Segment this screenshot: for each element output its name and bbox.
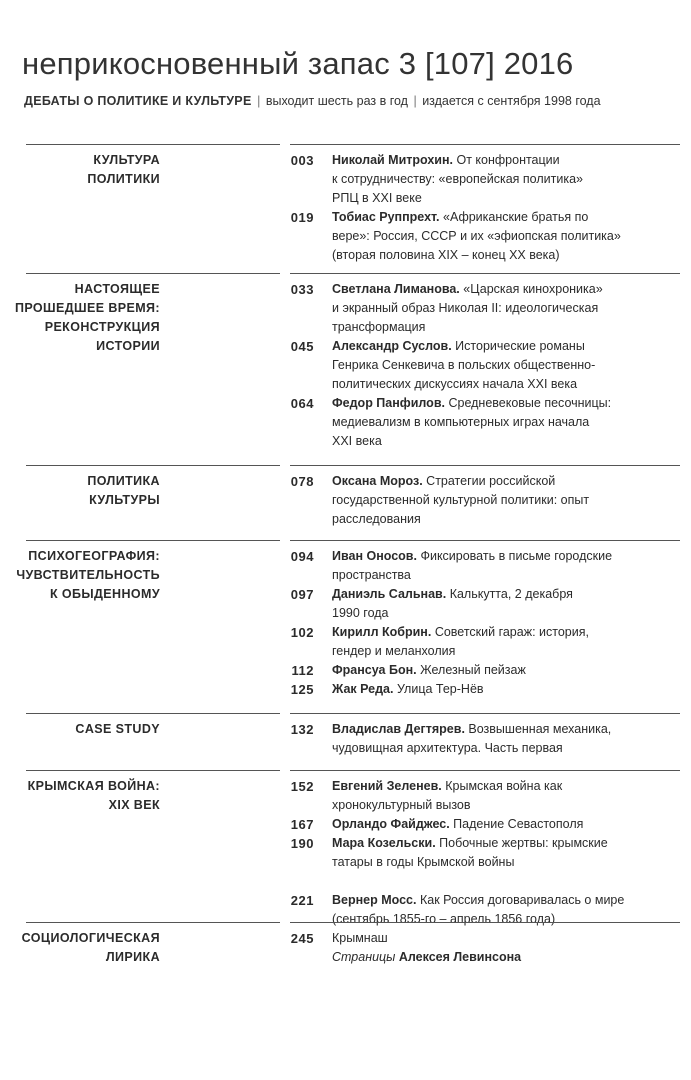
section-title-line: РЕКОНСТРУКЦИЯ [44, 320, 160, 334]
subtitle-tagline: ДЕБАТЫ О ПОЛИТИКЕ И КУЛЬТУРЕ [24, 94, 252, 108]
page-number: 003 [290, 153, 314, 168]
entry-line [332, 151, 632, 170]
entry-line [332, 948, 632, 967]
entry-title-text: Побочные жертвы: крымские [439, 836, 608, 850]
entry-author: Иван Оносов. [332, 549, 417, 563]
page-number: 097 [290, 587, 314, 602]
section-title-line: КУЛЬТУРЫ [89, 493, 160, 507]
entry-text [332, 585, 632, 623]
entry-line [332, 796, 632, 815]
entry-title-text: медиевализм в компьютерных играх начала [332, 415, 590, 429]
entry-text [332, 777, 632, 815]
entry-line [332, 246, 632, 265]
entry-title-text: трансформация [332, 320, 426, 334]
entry-text [332, 891, 632, 929]
page-number: 167 [290, 817, 314, 832]
entry-line [332, 777, 632, 796]
section-rule-left [26, 713, 280, 714]
page-number: 045 [290, 339, 314, 354]
entry-author: Оксана Мороз. [332, 474, 423, 488]
entry-author: Николай Митрохин. [332, 153, 454, 167]
section-title-line: ПОЛИТИКИ [87, 172, 160, 186]
entry-title-text: Средневековые песочницы: [448, 396, 612, 410]
section-title-line: ПСИХОГЕОГРАФИЯ: [28, 549, 160, 563]
page-number: 033 [290, 282, 314, 297]
entry-line [332, 472, 632, 491]
entry-title-text: Калькутта, 2 декабря [449, 587, 573, 601]
entry-author: Даниэль Сальнав. [332, 587, 447, 601]
page-number: 152 [290, 779, 314, 794]
entry-line [332, 661, 632, 680]
entry-author: Александр Суслов. [332, 339, 452, 353]
entry-title-text: РПЦ в XXI веке [332, 191, 422, 205]
entry-title-text: Как Россия договаривалась о мире [419, 893, 625, 907]
entry-title-text: политических дискуссиях начала XXI века [332, 377, 578, 391]
entry-line [332, 585, 632, 604]
entry-title-text: Улица Тер-Нёв [396, 682, 484, 696]
entry-line [332, 834, 632, 853]
entry-title-text: (сентябрь 1855-го – апрель 1856 года) [332, 912, 556, 926]
entry-title-text: чудовищная архитектура. Часть первая [332, 741, 563, 755]
entry-line [332, 170, 632, 189]
section-title-line: КУЛЬТУРА [93, 153, 160, 167]
entry-title-text: Фиксировать в письме городские [420, 549, 613, 563]
entry-text [332, 280, 632, 337]
section-title-line: СОЦИОЛОГИЧЕСКАЯ [21, 931, 160, 945]
entry-author: Мара Козельски. [332, 836, 436, 850]
section-title [0, 280, 160, 356]
entry-author: Вернер Мосс. [332, 893, 417, 907]
entry-title-text: Падение Севастополя [453, 817, 584, 831]
subtitle-separator: | [257, 94, 261, 108]
subtitle-since: издается с сентября 1998 года [422, 94, 601, 108]
entry-title-text: Крымская война как [445, 779, 563, 793]
entry-title-text: «Африканские братья по [443, 210, 589, 224]
entry-line [332, 547, 632, 566]
entry-line [332, 566, 632, 585]
entry-author: Франсуа Бон. [332, 663, 417, 677]
entry-title-text: Крымнаш [332, 931, 388, 945]
entry-line [332, 815, 632, 834]
entry-text [332, 472, 632, 529]
journal-subtitle [24, 94, 601, 108]
entry-line [332, 929, 632, 948]
page-number: 078 [290, 474, 314, 489]
entry-text [332, 680, 632, 699]
section-title [0, 720, 160, 739]
entry-author: Светлана Лиманова. [332, 282, 460, 296]
entry-title-text: 1990 года [332, 606, 389, 620]
page-number: 112 [291, 663, 314, 678]
section-title-line: ПРОШЕДШЕЕ ВРЕМЯ: [14, 301, 160, 315]
section-title-line: К ОБЫДЕННОМУ [49, 587, 160, 601]
entry-author: Евгений Зеленев. [332, 779, 442, 793]
section-rule-left [26, 465, 280, 466]
entry-line [332, 680, 632, 699]
section-rule-right [290, 922, 680, 923]
entry-line [332, 208, 632, 227]
entry-author: Кирилл Кобрин. [332, 625, 432, 639]
section-title-line: ЛИРИКА [105, 950, 160, 964]
page-number: 064 [290, 396, 314, 411]
entry-line [332, 853, 632, 872]
entry-title-text: вере»: Россия, СССР и их «эфиопская политика» [332, 229, 621, 243]
section-rule-left [26, 540, 280, 541]
entry-line [332, 299, 632, 318]
section-rule-left [26, 273, 280, 274]
section-title [0, 472, 160, 510]
section-rule-right [290, 144, 680, 145]
entry-author: Владислав Дегтярев. [332, 722, 465, 736]
section-rule-left [26, 770, 280, 771]
entry-line [332, 891, 632, 910]
entry-text [332, 929, 632, 967]
entry-line [332, 491, 632, 510]
section-rule-right [290, 713, 680, 714]
page-number: 019 [290, 210, 314, 225]
entry-line [332, 337, 632, 356]
section-title [0, 151, 160, 189]
entry-line [332, 720, 632, 739]
section-title [0, 547, 160, 604]
page-number: 102 [290, 625, 314, 640]
entry-line [332, 280, 632, 299]
entry-line [332, 623, 632, 642]
entry-text [332, 661, 632, 680]
entry-line [332, 642, 632, 661]
section-rule-right [290, 540, 680, 541]
entry-author: Алексея Левинсона [398, 950, 522, 964]
section-title-line: XIX ВЕК [108, 798, 160, 812]
entry-text [332, 623, 632, 661]
page-number: 132 [290, 722, 314, 737]
entry-text [332, 815, 632, 834]
entry-text [332, 337, 632, 394]
entry-title-text: хронокультурный вызов [332, 798, 471, 812]
entry-title-text: гендер и меланхолия [332, 644, 456, 658]
page-number: 125 [290, 682, 314, 697]
section-title-line: ПОЛИТИКА [87, 474, 160, 488]
section-title-line: КРЫМСКАЯ ВОЙНА: [27, 779, 160, 793]
journal-title: неприкосновенный запас 3 [107] 2016 [22, 46, 574, 81]
page-number: 190 [290, 836, 314, 851]
section-title-line: ЧУВСТВИТЕЛЬНОСТЬ [16, 568, 160, 582]
subtitle-frequency: выходит шесть раз в год [265, 94, 408, 108]
entry-title-text: «Царская кинохроника» [463, 282, 603, 296]
entry-text [332, 720, 632, 758]
page-number: 094 [290, 549, 314, 564]
section-title [0, 777, 160, 815]
entry-line [332, 413, 632, 432]
entry-title-text: XXI века [332, 434, 382, 448]
section-title-line: CASE STUDY [75, 722, 160, 736]
section-rule-left [26, 144, 280, 145]
section-rule-right [290, 770, 680, 771]
entry-title-text: Стратегии российской [426, 474, 556, 488]
entry-text [332, 151, 632, 208]
entry-title-text: Возвышенная механика, [468, 722, 612, 736]
entry-text [332, 208, 632, 265]
entry-line [332, 356, 632, 375]
entry-text [332, 394, 632, 451]
entry-line [332, 189, 632, 208]
page-number: 245 [290, 931, 314, 946]
entry-line [332, 910, 632, 929]
entry-line [332, 604, 632, 623]
section-title-line: ИСТОРИИ [96, 339, 160, 353]
entry-title-text: От конфронтации [456, 153, 560, 167]
entry-line [332, 510, 632, 529]
section-title [0, 929, 160, 967]
entry-line [332, 394, 632, 413]
entry-italic-text: Страницы [332, 950, 396, 964]
page-number: 221 [290, 893, 314, 908]
entry-title-text: (вторая половина XIX – конец XX века) [332, 248, 560, 262]
entry-line [332, 432, 632, 451]
entry-title-text: расследования [332, 512, 421, 526]
section-rule-right [290, 465, 680, 466]
entry-title-text: государственной культурной политики: опыт [332, 493, 590, 507]
section-title-line: НАСТОЯЩЕЕ [74, 282, 160, 296]
entry-title-text: Исторические романы [455, 339, 585, 353]
entry-author: Жак Реда. [332, 682, 394, 696]
entry-text [332, 547, 632, 585]
entry-line [332, 739, 632, 758]
entry-line [332, 318, 632, 337]
entry-text [332, 834, 632, 872]
entry-title-text: пространства [332, 568, 411, 582]
section-rule-left [26, 922, 280, 923]
entry-title-text: татары в годы Крымской войны [332, 855, 515, 869]
entry-author: Федор Панфилов. [332, 396, 445, 410]
entry-author: Орландо Файджес. [332, 817, 450, 831]
section-rule-right [290, 273, 680, 274]
entry-line [332, 375, 632, 394]
entry-author: Тобиас Руппрехт. [332, 210, 440, 224]
subtitle-separator: | [413, 94, 417, 108]
entry-title-text: и экранный образ Николая II: идеологическая [332, 301, 599, 315]
entry-title-text: к сотрудничеству: «европейская политика» [332, 172, 583, 186]
entry-title-text: Железный пейзаж [420, 663, 526, 677]
entry-title-text: Генрика Сенкевича в польских общественно- [332, 358, 596, 372]
entry-title-text: Советский гараж: история, [434, 625, 589, 639]
entry-line [332, 227, 632, 246]
